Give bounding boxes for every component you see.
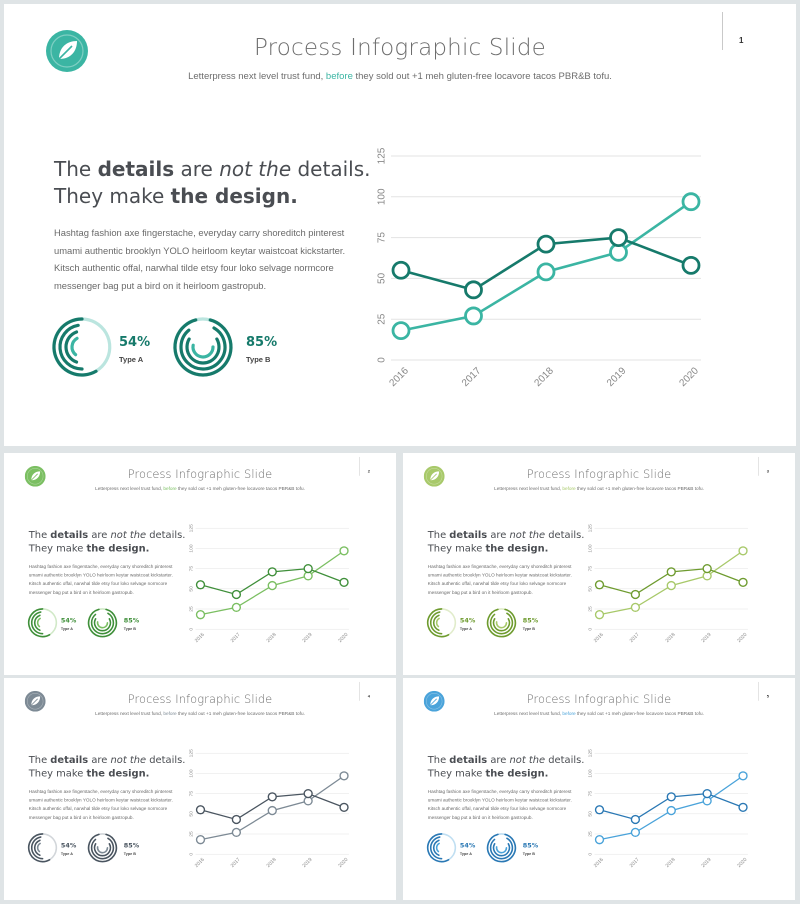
- ring-arcs: [428, 609, 456, 637]
- data-point: [340, 547, 348, 555]
- ring-chart-type-b: [486, 607, 517, 638]
- data-point: [683, 194, 699, 210]
- data-point: [197, 806, 205, 814]
- headline-word: The: [427, 528, 447, 541]
- ring-arc: [89, 834, 117, 861]
- subtitle-text: they sold out +1 meh gluten-free locavore tacos PBR&B tofu.: [352, 71, 612, 82]
- x-tick-label: 2016: [194, 857, 206, 869]
- ring-chart-type-a: [27, 832, 58, 863]
- y-tick-label: 0: [588, 627, 594, 631]
- headline-word: not the: [219, 157, 292, 181]
- headline-word: not the: [110, 528, 147, 541]
- subtitle-highlight: before: [325, 71, 353, 82]
- headline: [54, 156, 370, 210]
- metric-value: 85%: [522, 616, 539, 625]
- ring-chart-type-b: [172, 316, 234, 378]
- headline-word: not the: [509, 528, 546, 541]
- body-text: Hashtag fashion axe fingerstache, everyday carry shoreditch pinterest umami authentic brooklyn YOLO heirloom keytar waistcoat kickstarter. Kitsch authentic offal, narwhal tilde etsy four loko selvage normcore messenger bag put a bird on it heirloom gastropub.: [28, 788, 173, 820]
- data-point: [197, 581, 205, 589]
- page-number: 3: [758, 457, 778, 476]
- headline-word: the design.: [86, 542, 150, 554]
- subtitle-text: Letterpress next level trust fund,: [494, 711, 563, 717]
- metric-value: 85%: [522, 841, 539, 850]
- ring-arc: [72, 338, 77, 354]
- metric-label: Type B: [123, 851, 136, 857]
- ring-arcs: [175, 319, 231, 375]
- data-point: [596, 806, 604, 814]
- body-text: Hashtag fashion axe fingerstache, everyday carry shoreditch pinterest umami authentic brooklyn YOLO heirloom keytar waistcoat kickstarter. Kitsch authentic offal, narwhal tilde etsy four loko selvage normcore messenger bag put a bird on it heirloom gastropub.: [54, 227, 346, 291]
- x-tick-label: 2016: [593, 632, 605, 644]
- ring-arc: [89, 609, 117, 636]
- y-tick-label: 25: [376, 313, 388, 325]
- data-point: [340, 578, 348, 586]
- data-point: [596, 611, 604, 619]
- headline-word: details.: [548, 753, 585, 766]
- headline-word: details.: [548, 528, 585, 541]
- x-tick-label: 2017: [629, 632, 641, 644]
- metric-value: 54%: [119, 335, 151, 350]
- y-tick-label: 25: [588, 606, 594, 612]
- x-tick-label: 2020: [737, 857, 749, 869]
- data-point: [232, 603, 240, 611]
- y-tick-label: 25: [189, 831, 195, 837]
- slide-title: Process Infographic Slide: [526, 468, 672, 482]
- subtitle-text: Letterpress next level trust fund,: [95, 711, 164, 717]
- main-slide[interactable]: [4, 4, 796, 446]
- data-point: [197, 611, 205, 619]
- x-tick-label: 2019: [302, 632, 314, 644]
- ring-arc: [497, 622, 507, 628]
- headline: [29, 528, 186, 555]
- metric-label: Type B: [123, 626, 136, 632]
- x-tick-label: 2018: [665, 632, 677, 644]
- metric-label: Type A: [60, 626, 73, 632]
- headline-word: are: [490, 753, 507, 766]
- data-point: [466, 308, 482, 324]
- headline-word: are: [490, 528, 507, 541]
- y-tick-label: 125: [376, 147, 388, 165]
- y-tick-label: 50: [189, 586, 195, 592]
- data-point: [268, 582, 276, 590]
- x-tick-label: 2019: [701, 632, 713, 644]
- y-tick-label: 50: [588, 811, 594, 817]
- y-tick-label: 100: [189, 544, 195, 553]
- y-tick-label: 100: [189, 769, 195, 778]
- metric-label: Type B: [246, 355, 271, 364]
- y-tick-label: 75: [189, 790, 195, 797]
- data-point: [268, 568, 276, 576]
- slide-title: Process Infographic Slide: [127, 468, 273, 482]
- y-tick-label: 0: [189, 852, 195, 856]
- ring-arc: [175, 320, 231, 375]
- ring-arc: [494, 619, 510, 631]
- headline-word: The: [427, 753, 447, 766]
- slide-subtitle: [403, 486, 795, 491]
- y-tick-label: 75: [376, 232, 388, 244]
- body-text: Hashtag fashion axe fingerstache, everyday carry shoreditch pinterest umami authentic brooklyn YOLO heirloom keytar waistcoat kickstarter. Kitsch authentic offal, narwhal tilde etsy four loko selvage normcore messenger bag put a bird on it heirloom gastropub.: [427, 788, 572, 820]
- slide-thumbnail-3[interactable]: [403, 453, 795, 675]
- metric-value: 85%: [123, 841, 140, 850]
- slide-title: Process Infographic Slide: [127, 693, 273, 707]
- metric-label: Type B: [522, 626, 535, 632]
- page-number: 4: [359, 682, 379, 701]
- line-chart: [183, 747, 351, 877]
- y-tick-label: 125: [189, 524, 195, 533]
- ring-arcs: [428, 834, 456, 862]
- page-number: 1: [722, 12, 763, 50]
- x-tick-label: 2018: [266, 857, 278, 869]
- y-tick-label: 50: [189, 811, 195, 817]
- headline-word: The: [28, 528, 48, 541]
- data-point: [631, 603, 639, 611]
- data-point: [232, 828, 240, 836]
- headline-word: They make: [28, 767, 84, 779]
- x-tick-label: 2018: [266, 632, 278, 644]
- data-point: [631, 828, 639, 836]
- subtitle-highlight: before: [163, 486, 177, 492]
- headline-word: They make: [28, 542, 84, 554]
- headline-word: The: [28, 753, 48, 766]
- x-tick-label: 2017: [459, 365, 484, 389]
- line-chart: [366, 144, 706, 406]
- metric-value: 54%: [60, 616, 77, 625]
- x-tick-label: 2019: [302, 857, 314, 869]
- data-point: [232, 591, 240, 599]
- slide-subtitle: [4, 486, 396, 491]
- x-tick-label: 2018: [532, 365, 556, 389]
- data-point: [268, 807, 276, 815]
- body-text: Hashtag fashion axe fingerstache, everyday carry shoreditch pinterest umami authentic brooklyn YOLO heirloom keytar waistcoat kickstarter. Kitsch authentic offal, narwhal tilde etsy four loko selvage normcore messenger bag put a bird on it heirloom gastropub.: [427, 563, 572, 595]
- line-chart: [183, 522, 351, 652]
- ring-arcs: [488, 834, 516, 862]
- slide-subtitle: [403, 711, 795, 716]
- ring-arc: [488, 834, 516, 861]
- x-tick-label: 2017: [629, 857, 641, 869]
- ring-arc: [187, 339, 219, 363]
- metric-value: 85%: [246, 335, 278, 350]
- data-point: [739, 547, 747, 555]
- data-point: [667, 568, 675, 576]
- data-point: [393, 323, 409, 339]
- headline-word: the design.: [170, 184, 298, 208]
- slide-title: Process Infographic Slide: [526, 693, 672, 707]
- metric-value: 54%: [60, 841, 77, 850]
- data-point: [739, 772, 747, 780]
- line-chart: [582, 747, 750, 877]
- data-point: [703, 565, 711, 573]
- headline-word: are: [91, 753, 108, 766]
- data-point: [538, 236, 554, 252]
- ring-arc: [38, 843, 40, 851]
- data-point: [631, 591, 639, 599]
- headline-word: details: [449, 753, 488, 766]
- metric-label: Type A: [459, 851, 472, 857]
- headline-word: details: [50, 753, 89, 766]
- y-tick-label: 125: [189, 749, 195, 758]
- data-point: [683, 257, 699, 273]
- slide-thumbnail-5[interactable]: [403, 678, 795, 900]
- subtitle-text: they sold out +1 meh gluten-free locavore tacos PBR&B tofu.: [176, 711, 305, 717]
- subtitle-highlight: before: [562, 711, 576, 717]
- y-tick-label: 100: [588, 769, 594, 778]
- data-point: [631, 816, 639, 824]
- slide-thumbnail-2[interactable]: [4, 453, 396, 675]
- headline-word: details.: [149, 753, 186, 766]
- ring-arc: [38, 618, 40, 626]
- y-tick-label: 100: [376, 188, 388, 206]
- y-tick-label: 0: [189, 627, 195, 631]
- ring-chart-type-b: [87, 607, 118, 638]
- y-tick-label: 100: [588, 544, 594, 553]
- headline-word: are: [180, 157, 213, 181]
- metric-value: 54%: [459, 841, 476, 850]
- subtitle-text: they sold out +1 meh gluten-free locavore tacos PBR&B tofu.: [176, 486, 305, 492]
- data-point: [340, 803, 348, 811]
- ring-chart-type-a: [426, 832, 457, 863]
- x-tick-label: 2020: [737, 632, 749, 644]
- data-point: [304, 565, 312, 573]
- data-point: [667, 807, 675, 815]
- data-point: [739, 578, 747, 586]
- data-point: [667, 793, 675, 801]
- y-tick-label: 25: [189, 606, 195, 612]
- page-number: 5: [758, 682, 778, 701]
- data-point: [703, 790, 711, 798]
- headline-word: are: [91, 528, 108, 541]
- ring-arc: [95, 619, 111, 631]
- data-point: [596, 581, 604, 589]
- ring-arcs: [89, 609, 117, 637]
- slide-title: Process Infographic Slide: [253, 35, 547, 61]
- ring-arcs: [54, 319, 110, 375]
- x-tick-label: 2017: [230, 632, 242, 644]
- headline-word: They make: [54, 184, 165, 208]
- headline-word: the design.: [485, 542, 549, 554]
- data-point: [232, 816, 240, 824]
- subtitle-text: they sold out +1 meh gluten-free locavore tacos PBR&B tofu.: [575, 711, 704, 717]
- ring-chart-type-b: [486, 832, 517, 863]
- ring-chart-type-a: [426, 607, 457, 638]
- data-point: [466, 282, 482, 298]
- ring-arc: [494, 844, 510, 856]
- data-point: [596, 836, 604, 844]
- metric-label: Type A: [119, 355, 144, 364]
- subtitle-text: Letterpress next level trust fund,: [95, 486, 164, 492]
- subtitle-text: Letterpress next level trust fund,: [494, 486, 563, 492]
- headline-word: They make: [427, 767, 483, 779]
- subtitle-highlight: before: [562, 486, 576, 492]
- ring-arc: [98, 847, 108, 853]
- data-point: [667, 582, 675, 590]
- y-tick-label: 125: [588, 749, 594, 758]
- headline-word: The: [54, 157, 92, 181]
- ring-chart-type-a: [51, 316, 113, 378]
- ring-arc: [437, 843, 439, 851]
- metric-value: 85%: [123, 616, 140, 625]
- page-number: 2: [359, 457, 379, 476]
- metric-label: Type B: [522, 851, 535, 857]
- ring-arc: [488, 609, 516, 636]
- y-tick-label: 0: [588, 852, 594, 856]
- slide-subtitle: [4, 711, 396, 716]
- headline-word: details.: [297, 157, 371, 181]
- y-tick-label: 75: [588, 790, 594, 797]
- slide-subtitle: [4, 71, 796, 82]
- headline: [428, 528, 585, 555]
- ring-arcs: [29, 834, 57, 862]
- x-tick-label: 2019: [701, 857, 713, 869]
- headline-word: the design.: [485, 767, 549, 779]
- metric-label: Type A: [60, 851, 73, 857]
- data-point: [197, 836, 205, 844]
- x-tick-label: 2016: [593, 857, 605, 869]
- ring-arcs: [89, 834, 117, 862]
- headline-word: details: [50, 528, 89, 541]
- data-point: [304, 790, 312, 798]
- data-point: [268, 793, 276, 801]
- y-tick-label: 125: [588, 524, 594, 533]
- subtitle-highlight: before: [163, 711, 177, 717]
- headline: [29, 753, 186, 780]
- slide-thumbnail-4[interactable]: [4, 678, 396, 900]
- headline-word: They make: [427, 542, 483, 554]
- ring-arc: [437, 618, 439, 626]
- x-tick-label: 2020: [677, 365, 701, 389]
- x-tick-label: 2017: [230, 857, 242, 869]
- y-tick-label: 75: [189, 565, 195, 572]
- headline-word: the design.: [86, 767, 150, 779]
- y-tick-label: 50: [588, 586, 594, 592]
- headline: [428, 753, 585, 780]
- data-point: [739, 803, 747, 811]
- x-tick-label: 2016: [387, 365, 411, 389]
- y-tick-label: 75: [588, 565, 594, 572]
- data-point: [393, 262, 409, 278]
- x-tick-label: 2018: [665, 857, 677, 869]
- y-tick-label: 25: [588, 831, 594, 837]
- ring-chart-type-a: [27, 607, 58, 638]
- x-tick-label: 2020: [338, 857, 350, 869]
- ring-arc: [193, 345, 213, 357]
- data-point: [611, 230, 627, 246]
- y-tick-label: 50: [376, 272, 388, 284]
- body-text: Hashtag fashion axe fingerstache, everyday carry shoreditch pinterest umami authentic brooklyn YOLO heirloom keytar waistcoat kickstarter. Kitsch authentic offal, narwhal tilde etsy four loko selvage normcore messenger bag put a bird on it heirloom gastropub.: [28, 563, 173, 595]
- subtitle-text: they sold out +1 meh gluten-free locavore tacos PBR&B tofu.: [575, 486, 704, 492]
- x-tick-label: 2020: [338, 632, 350, 644]
- subtitle-text: Letterpress next level trust fund,: [188, 71, 326, 82]
- metric-label: Type A: [459, 626, 472, 632]
- ring-arcs: [29, 609, 57, 637]
- headline-word: details: [97, 157, 175, 181]
- headline-word: details.: [149, 528, 186, 541]
- y-tick-label: 0: [376, 357, 388, 363]
- ring-arc: [98, 622, 108, 628]
- headline-word: details: [449, 528, 488, 541]
- data-point: [538, 264, 554, 280]
- headline-word: not the: [509, 753, 546, 766]
- headline-word: not the: [110, 753, 147, 766]
- ring-chart-type-b: [87, 832, 118, 863]
- metric-value: 54%: [459, 616, 476, 625]
- ring-arc: [95, 844, 111, 856]
- x-tick-label: 2019: [604, 365, 629, 389]
- data-point: [340, 772, 348, 780]
- x-tick-label: 2016: [194, 632, 206, 644]
- line-chart: [582, 522, 750, 652]
- ring-arcs: [488, 609, 516, 637]
- ring-arc: [497, 847, 507, 853]
